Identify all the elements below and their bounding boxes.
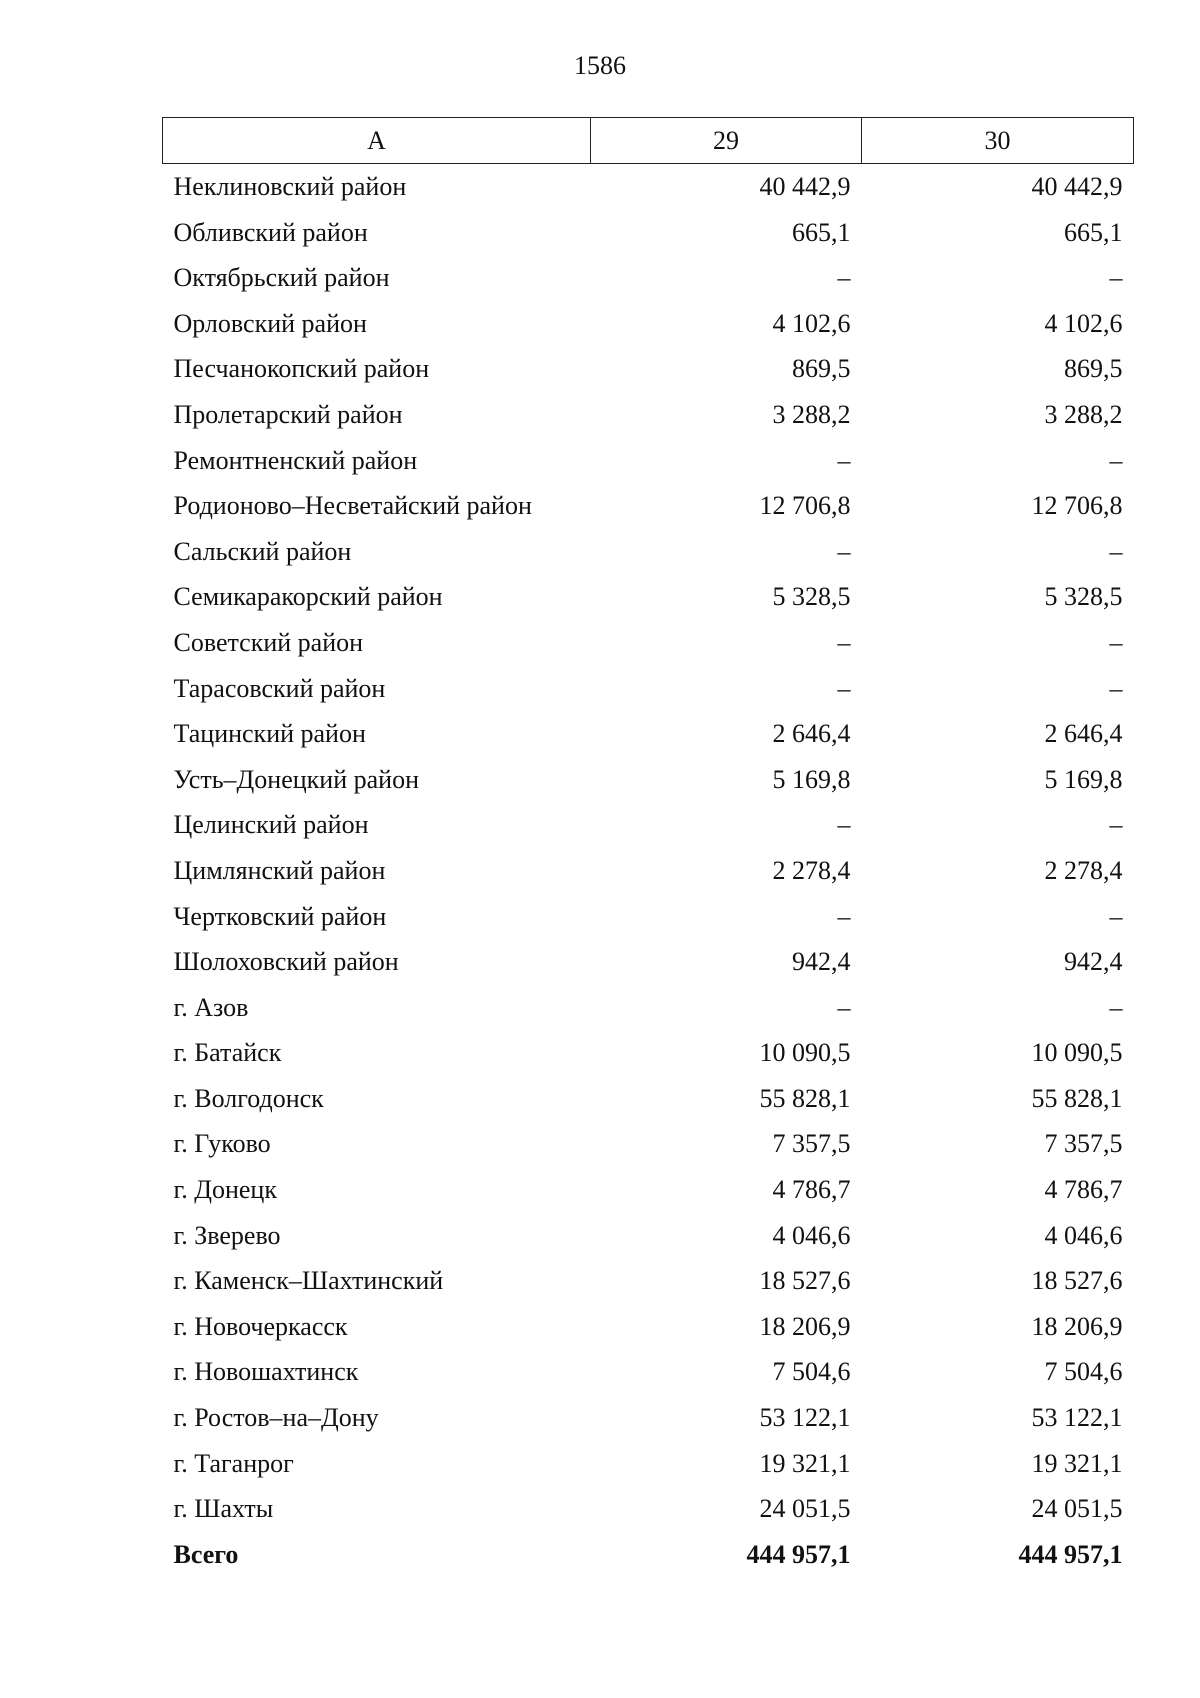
row-name-cell: Семикаракорский район	[173, 582, 443, 612]
row-value-30-cell: –	[1109, 263, 1123, 293]
row-value-30-cell: 5 328,5	[1044, 582, 1123, 612]
table-row	[163, 210, 1134, 256]
row-name-cell: г. Новочеркасск	[173, 1311, 348, 1341]
row-value-29-cell: 18 206,9	[759, 1311, 851, 1341]
header-column-30: 30	[862, 118, 1134, 164]
table-row	[163, 392, 1134, 438]
row-value-29-cell: 12 706,8	[759, 491, 851, 521]
table-row	[163, 985, 1134, 1031]
row-name-cell: г. Шахты	[173, 1494, 274, 1524]
row-value-30-cell: 4 786,7	[1044, 1175, 1123, 1205]
row-name-cell: Тарасовский район	[173, 673, 386, 703]
row-value-30-cell: –	[1109, 627, 1123, 657]
row-value-29-cell: 4 102,6	[772, 308, 851, 338]
page-number: 1586	[574, 51, 626, 80]
row-value-29-cell: 40 442,9	[759, 172, 851, 201]
row-name-cell: г. Ростов–на–Дону	[173, 1403, 379, 1433]
row-value-30-cell: 7 504,6	[1044, 1357, 1123, 1387]
table-row	[163, 1076, 1134, 1122]
row-value-29-cell: 942,4	[792, 947, 851, 977]
data-table	[162, 117, 1134, 1577]
table-row	[163, 1167, 1134, 1213]
row-name-cell: Усть–Донецкий район	[173, 764, 419, 794]
table-row	[163, 255, 1134, 301]
row-value-29-cell: 665,1	[792, 217, 851, 247]
row-value-30-cell: 2 278,4	[1044, 855, 1123, 885]
row-value-29-cell: –	[837, 673, 851, 703]
total-row	[163, 1532, 1134, 1578]
row-name-cell: Всего	[173, 1539, 239, 1569]
row-value-29-cell: 7 357,5	[772, 1129, 851, 1159]
row-value-29-cell: –	[837, 536, 851, 566]
row-value-29-cell: 2 278,4	[772, 855, 851, 885]
table-row	[163, 1441, 1134, 1487]
row-name-cell: г. Таганрог	[173, 1448, 294, 1478]
row-value-30-cell: 869,5	[1064, 354, 1123, 384]
row-name-cell: г. Донецк	[173, 1175, 277, 1205]
row-value-29-cell: 3 288,2	[772, 399, 851, 429]
row-name-cell: г. Каменск–Шахтинский	[173, 1266, 444, 1296]
table-row	[163, 1486, 1134, 1532]
row-value-30-cell: 665,1	[1064, 217, 1123, 247]
row-value-30-cell: 4 046,6	[1044, 1220, 1123, 1250]
table-header	[163, 118, 1134, 164]
row-value-29-cell: 444 957,1	[746, 1539, 851, 1569]
table-row	[163, 802, 1134, 848]
row-name-cell: Целинский район	[173, 810, 369, 840]
row-value-29-cell: 55 828,1	[759, 1083, 851, 1113]
row-name-cell: Обливский район	[173, 217, 368, 247]
table-row	[163, 346, 1134, 392]
row-name-cell: г. Зверево	[173, 1220, 281, 1250]
row-name-cell: г. Батайск	[173, 1038, 282, 1068]
table-row	[163, 1030, 1134, 1076]
table-row	[163, 894, 1134, 940]
row-value-29-cell: –	[837, 810, 851, 840]
row-value-30-cell: 10 090,5	[1031, 1038, 1123, 1068]
row-value-30-cell: 444 957,1	[1018, 1539, 1123, 1569]
row-name-cell: г. Гуково	[173, 1129, 271, 1159]
row-value-30-cell: 18 206,9	[1031, 1311, 1123, 1341]
row-value-29-cell: 5 328,5	[772, 582, 851, 612]
row-value-29-cell: 10 090,5	[759, 1038, 851, 1068]
row-name-cell: Цимлянский район	[173, 855, 386, 885]
table-row	[163, 574, 1134, 620]
table-row	[163, 301, 1134, 347]
row-value-30-cell: 942,4	[1064, 947, 1123, 977]
row-name-cell: Неклиновский район	[173, 172, 407, 201]
row-value-29-cell: 19 321,1	[759, 1448, 851, 1478]
table-row	[163, 1349, 1134, 1395]
row-value-30-cell: –	[1109, 673, 1123, 703]
row-value-29-cell: 5 169,8	[772, 764, 851, 794]
row-name-cell: Ремонтненский район	[173, 445, 418, 475]
row-value-29-cell: 869,5	[792, 354, 851, 384]
table-row	[163, 711, 1134, 757]
row-value-30-cell: –	[1109, 536, 1123, 566]
header-row	[163, 118, 1134, 164]
row-value-30-cell: 4 102,6	[1044, 308, 1123, 338]
row-value-30-cell: 53 122,1	[1031, 1403, 1123, 1433]
table-row	[163, 848, 1134, 894]
row-value-29-cell: 4 786,7	[772, 1175, 851, 1205]
row-value-30-cell: 3 288,2	[1044, 399, 1123, 429]
row-value-29-cell: 2 646,4	[772, 719, 851, 749]
row-name-cell: Чертковский район	[173, 901, 387, 931]
table-row	[163, 1258, 1134, 1304]
row-value-29-cell: –	[837, 445, 851, 475]
row-value-30-cell: 19 321,1	[1031, 1448, 1123, 1478]
row-name-cell: Октябрьский район	[173, 263, 390, 293]
row-value-30-cell: –	[1109, 810, 1123, 840]
table-row	[163, 164, 1134, 210]
row-name-cell: Сальский район	[173, 536, 352, 566]
row-value-29-cell: –	[837, 627, 851, 657]
row-value-30-cell: 5 169,8	[1044, 764, 1123, 794]
header-column-29: 29	[591, 118, 862, 164]
row-name-cell: г. Азов	[173, 992, 249, 1022]
row-name-cell: Шолоховский район	[173, 947, 399, 977]
table-row	[163, 1304, 1134, 1350]
table-row	[163, 939, 1134, 985]
table-row	[163, 1395, 1134, 1441]
row-value-29-cell: 4 046,6	[772, 1220, 851, 1250]
row-value-30-cell: 18 527,6	[1031, 1266, 1123, 1296]
row-value-29-cell: 53 122,1	[759, 1403, 851, 1433]
header-column-a: А	[163, 118, 591, 164]
row-value-30-cell: 55 828,1	[1031, 1083, 1123, 1113]
row-value-30-cell: –	[1109, 992, 1123, 1022]
table-row	[163, 483, 1134, 529]
row-name-cell: Тацинский район	[173, 719, 366, 749]
row-name-cell: г. Новошахтинск	[173, 1357, 359, 1387]
row-value-30-cell: –	[1109, 901, 1123, 931]
row-value-29-cell: –	[837, 901, 851, 931]
row-value-29-cell: 24 051,5	[759, 1494, 851, 1524]
row-name-cell: Родионово–Несветайский район	[173, 491, 532, 521]
row-value-30-cell: 2 646,4	[1044, 719, 1123, 749]
table-row	[163, 529, 1134, 575]
row-value-30-cell: 24 051,5	[1031, 1494, 1123, 1524]
table-row	[163, 438, 1134, 484]
row-name-cell: г. Волгодонск	[173, 1083, 324, 1113]
table-row	[163, 1121, 1134, 1167]
row-name-cell: Песчанокопский район	[173, 354, 430, 384]
table-row	[163, 620, 1134, 666]
row-name-cell: Орловский район	[173, 308, 367, 338]
row-name-cell: Советский район	[173, 627, 364, 657]
row-value-30-cell: –	[1109, 445, 1123, 475]
table-row	[163, 666, 1134, 712]
row-value-29-cell: –	[837, 263, 851, 293]
table-row	[163, 1213, 1134, 1259]
table-row	[163, 757, 1134, 803]
row-value-29-cell: 7 504,6	[772, 1357, 851, 1387]
row-value-30-cell: 40 442,9	[1031, 172, 1123, 201]
row-value-30-cell: 7 357,5	[1044, 1129, 1123, 1159]
row-value-30-cell: 12 706,8	[1031, 491, 1123, 521]
row-value-29-cell: 18 527,6	[759, 1266, 851, 1296]
table-body	[163, 164, 1134, 1578]
row-value-29-cell: –	[837, 992, 851, 1022]
row-name-cell: Пролетарский район	[173, 399, 403, 429]
